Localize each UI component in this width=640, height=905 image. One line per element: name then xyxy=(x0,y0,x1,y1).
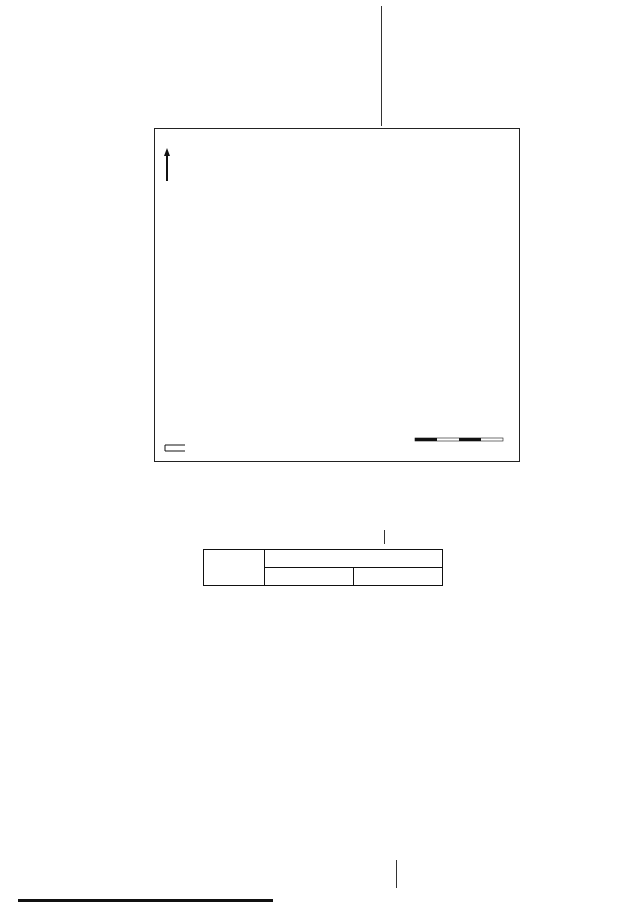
header-coordinates xyxy=(265,550,443,568)
scan-artifact-line xyxy=(381,6,382,126)
coordinates-table xyxy=(203,549,443,586)
map-legend xyxy=(165,445,185,451)
section-heading xyxy=(80,79,560,96)
map-canvas xyxy=(155,129,521,463)
scan-artifact-line xyxy=(384,530,385,544)
table-header-row xyxy=(204,550,443,568)
bottom-rule xyxy=(18,899,273,902)
header-latitude xyxy=(265,568,354,586)
header-point-number xyxy=(204,550,265,586)
north-arrow-icon xyxy=(164,148,170,181)
header-longitude xyxy=(354,568,443,586)
boundary-map xyxy=(154,128,520,462)
scan-artifact-line xyxy=(396,860,397,888)
scale-bar xyxy=(415,438,503,441)
